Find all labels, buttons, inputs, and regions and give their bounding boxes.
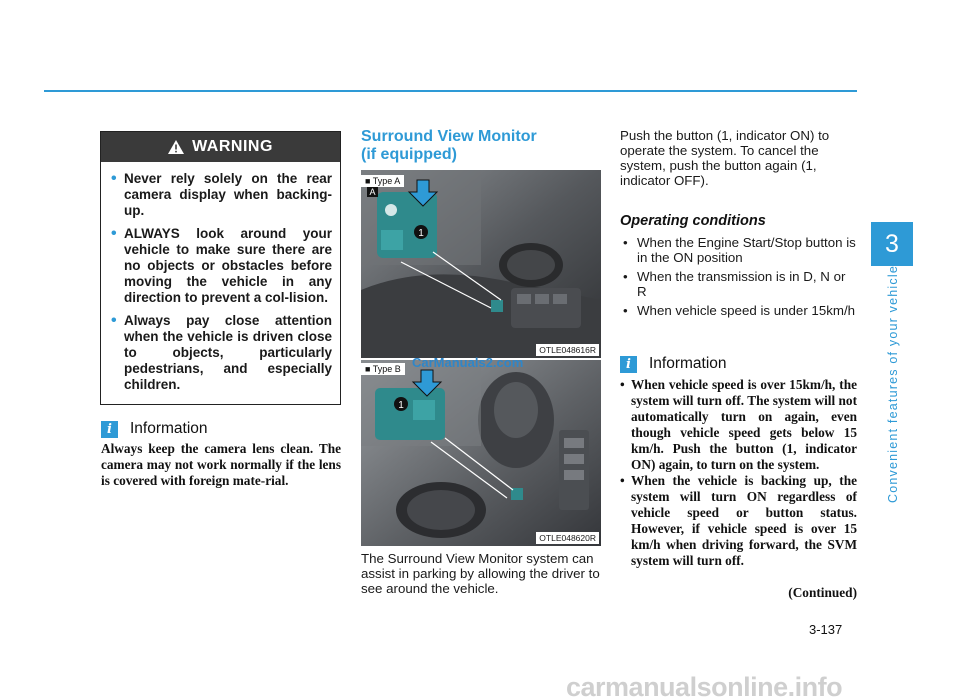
info-list-right [620,377,857,569]
page-number: 3-137 [809,622,843,637]
top-rule [44,90,857,92]
condition-item: • When the transmission is in D, N or R [620,269,857,299]
chapter-title [884,265,902,503]
condition-item: • When vehicle speed is under 15km/h [620,303,857,318]
info-text-left: Always keep the camera lens clean. The camera may not work normally if the lens is covered with foreign mate-rial. [101,441,341,488]
console-illustration-b [361,360,601,546]
warning-item: • ALWAYS look around your vehicle to make sure there are no objects or obstacles before moving the vehicle in any direction to prevent a col-lision. [110,226,332,306]
operating-conditions-title: Operating conditions [620,213,766,229]
callout-number-a: 1 [418,228,424,239]
footer-watermark: carmanualsonline.info [566,672,843,700]
info-label: Information [130,420,208,437]
condition-item: • When the Engine Start/Stop button is in the ON position [620,235,857,265]
info-header-right [620,355,727,373]
warning-box [100,131,341,405]
type-a-badge: A [369,187,376,197]
figure-caption-b: OTLE048620R [536,532,599,544]
info-icon: i [101,421,118,438]
chapter-number-tab: 3 [871,222,913,266]
section-title [361,128,601,164]
warning-triangle-icon [168,140,184,154]
operating-conditions-list [620,235,857,322]
watermark: CarManuals2.com [412,355,524,370]
console-illustration-a [361,170,601,358]
info-header-left [101,420,208,438]
info-item: • When the vehicle is backing up, the system will turn ON regardless of vehicle speed or button status. However, if vehicle speed is over 15 km/h when driving forward, the SVM system will turn off. [620,473,857,569]
figure-caption-a: OTLE048616R [536,344,599,356]
info-icon: i [620,356,637,373]
warning-list [101,162,340,393]
warning-title: WARNING [192,138,273,155]
section-title-line2: (if equipped) [361,146,457,163]
info-item: • When vehicle speed is over 15km/h, the system will turn off. The system will not automatically turn on again, even though vehicle speed gets below 15 km/h. Push the button (1, indicator ON) again, to turn on the system. [620,377,857,473]
section-title-line1: Surround View Monitor [361,128,537,145]
warning-header [101,132,340,162]
warning-item: • Never rely solely on the rear camera display when backing-up. [110,171,332,219]
section-body-text: The Surround View Monitor system can assist in parking by allowing the driver to see around the vehicle. [361,551,600,596]
info-label: Information [649,355,727,372]
photo-type-b [361,360,601,546]
type-b-label: ■ Type B [361,363,405,375]
continued-label: (Continued) [788,585,857,600]
type-a-label: ■ Type A [361,175,404,187]
chapter-title-text: Convenient features of your vehicle [886,265,900,503]
warning-item: • Always pay close attention when the vehicle is driven close to objects, particularly pedestrians, and especially children. [110,313,332,393]
push-button-text: Push the button (1, indicator ON) to operate the system. To cancel the system, push the button again (1, indicator OFF). [620,128,830,188]
callout-number-b: 1 [398,400,404,411]
photo-type-a [361,170,601,358]
